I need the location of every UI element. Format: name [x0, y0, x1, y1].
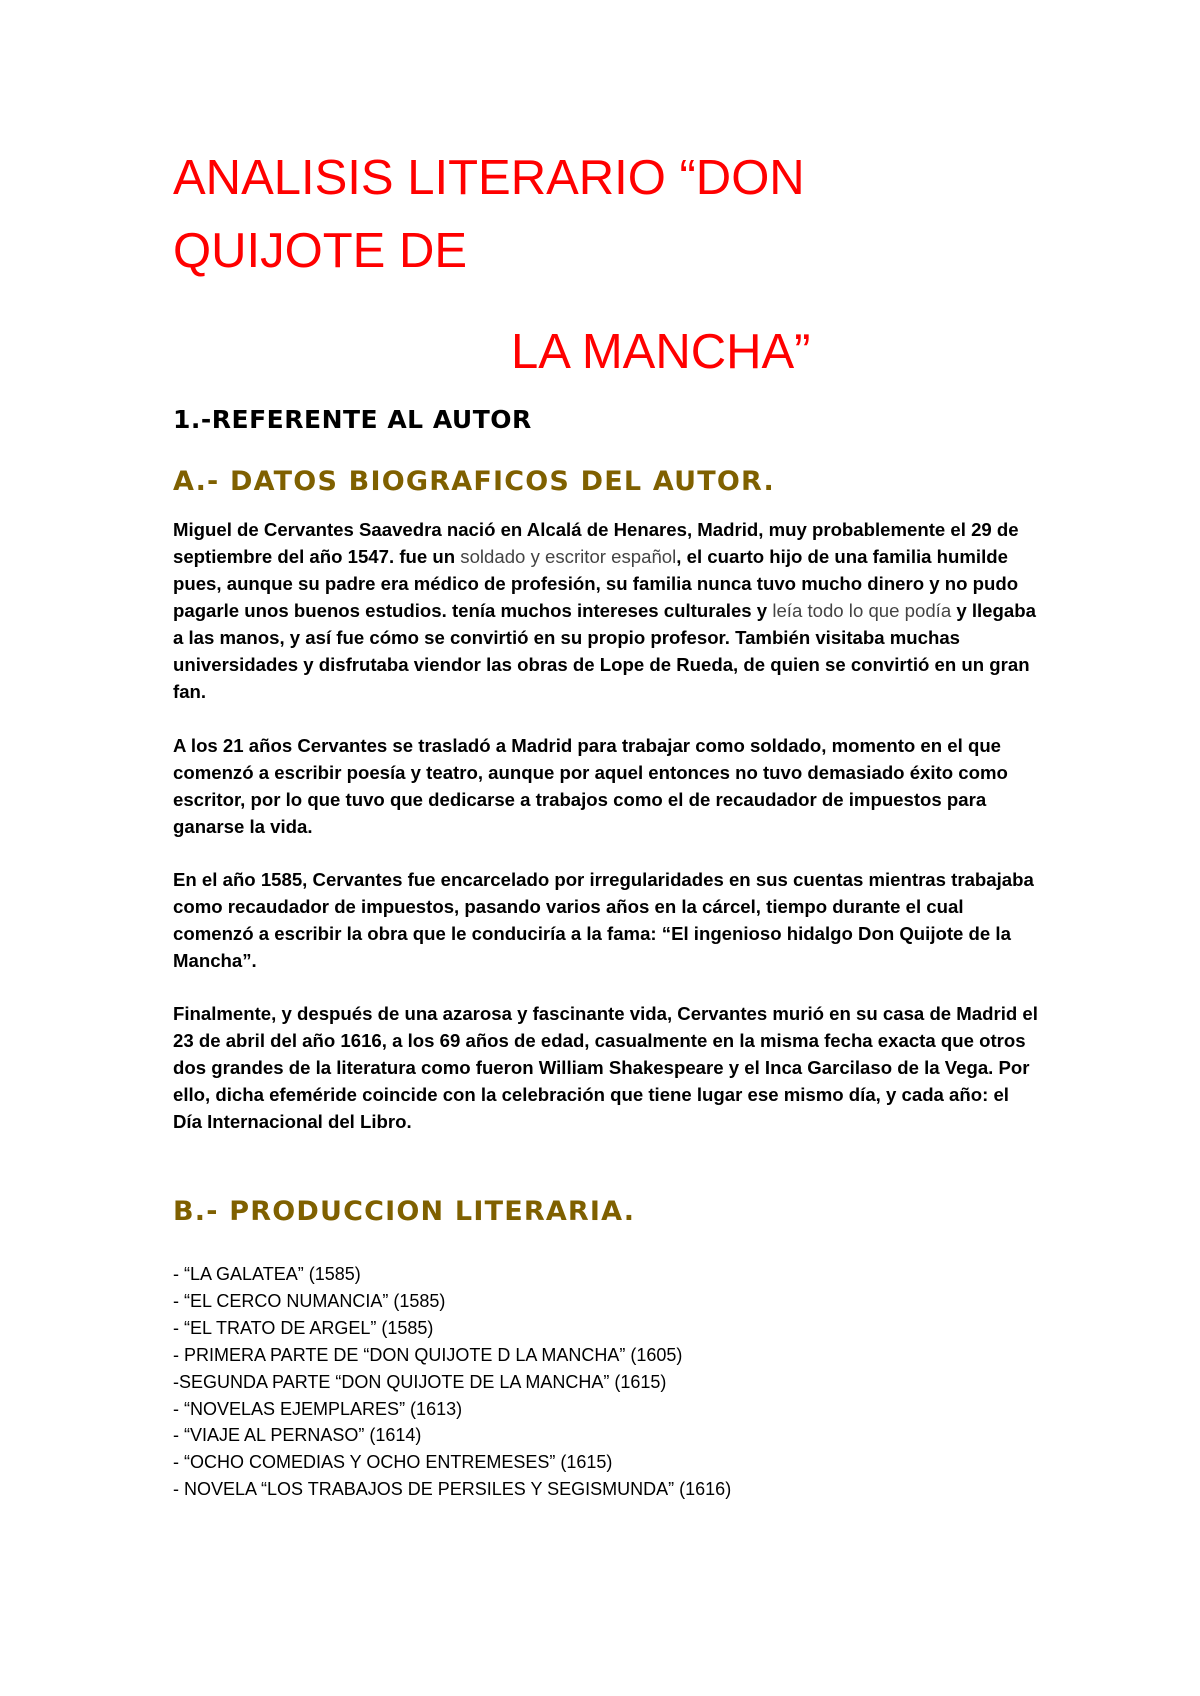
paragraph-birth [173, 516, 1043, 705]
list-item: - NOVELA “LOS TRABAJOS DE PERSILES Y SEGISMUNDA” (1616) [173, 1479, 732, 1500]
paragraph-soldier: A los 21 años Cervantes se trasladó a Madrid para trabajar como soldado, momento en el que comenzó a escribir poesía y teatro, aunque por aquel entonces no tuvo demasiado éxito como escritor, por lo que tuvo que dedicarse a trabajos como el de recaudador de impuestos para ganarse la vida. [173, 735, 1008, 837]
list-item: -SEGUNDA PARTE “DON QUIJOTE DE LA MANCHA” (1615) [173, 1371, 667, 1392]
list-item: - PRIMERA PARTE DE “DON QUIJOTE D LA MANCHA” (1605) [173, 1344, 683, 1365]
list-item: - “NOVELAS EJEMPLARES” (1613) [173, 1398, 463, 1419]
list-item: - “EL TRATO DE ARGEL” (1585) [173, 1317, 434, 1338]
title-line-2: QUIJOTE DE [173, 224, 468, 278]
paragraph-death: Finalmente, y después de una azarosa y fascinante vida, Cervantes murió en su casa de Madrid el 23 de abril del año 1616, a los 69 años de edad, casualmente en la misma fecha exacta que otros dos grandes de la literatura como fueron William Shakespeare y el Inca Garcilaso de la Vega. Por ello, dicha efeméride coincide con la celebración que tiene lugar ese mismo día, y cada año: el Día Internacional del Libro. [173, 1003, 1038, 1132]
paragraph-birth-part-1: Miguel de Cervantes Saavedra nació en Alcalá de Henares, Madrid, muy probablemente el 29 de septiembre del año 1547. fue un [173, 519, 1019, 567]
paragraph-prison: En el año 1585, Cervantes fue encarcelado por irregularidades en sus cuentas mientras trabajaba como recaudador de impuestos, pasando varios años en la cárcel, tiempo durante el cual comenzó a escribir la obra que le conduciría a la fama: “El ingenioso hidalgo Don Quijote de la Mancha”. [173, 869, 1034, 971]
list-item: - “LA GALATEA” (1585) [173, 1264, 361, 1284]
works-list [173, 1261, 731, 1503]
paragraph-birth-part-3: , el cuarto hijo de una familia humilde pues, aunque su padre era médico de profesión, su familia nunca tuvo mucho dinero y no pudo pagarle unos buenos estudios. tenía muchos intereses culturales y [173, 546, 1019, 621]
title-line-3: LA MANCHA” [511, 325, 811, 379]
subheading-literary-production: B.- PRODUCCION LITERARIA. [173, 1196, 636, 1227]
paragraph-birth-part-5: y llegaba a las manos, y así fue cómo se convirtió en su propio profesor. También visitaba muchas universidades y disfrutaba viendor las obras de Lope de Rueda, de quien se convirtió en un gran fan. [173, 600, 1036, 702]
section-heading-author: 1.-REFERENTE AL AUTOR [173, 405, 532, 434]
title-line-1: ANALISIS LITERARIO “DON [173, 151, 805, 205]
list-item: - “EL CERCO NUMANCIA” (1585) [173, 1290, 446, 1311]
subheading-biographical-data: A.- DATOS BIOGRAFICOS DEL AUTOR. [173, 466, 775, 497]
paragraph-birth-part-4: leía todo lo que podía [772, 600, 952, 621]
document-title [173, 142, 1073, 389]
list-item: - “VIAJE AL PERNASO” (1614) [173, 1425, 422, 1446]
list-item: - “OCHO COMEDIAS Y OCHO ENTREMESES” (1615) [173, 1452, 613, 1473]
paragraph-birth-part-2: soldado y escritor español [460, 546, 677, 567]
